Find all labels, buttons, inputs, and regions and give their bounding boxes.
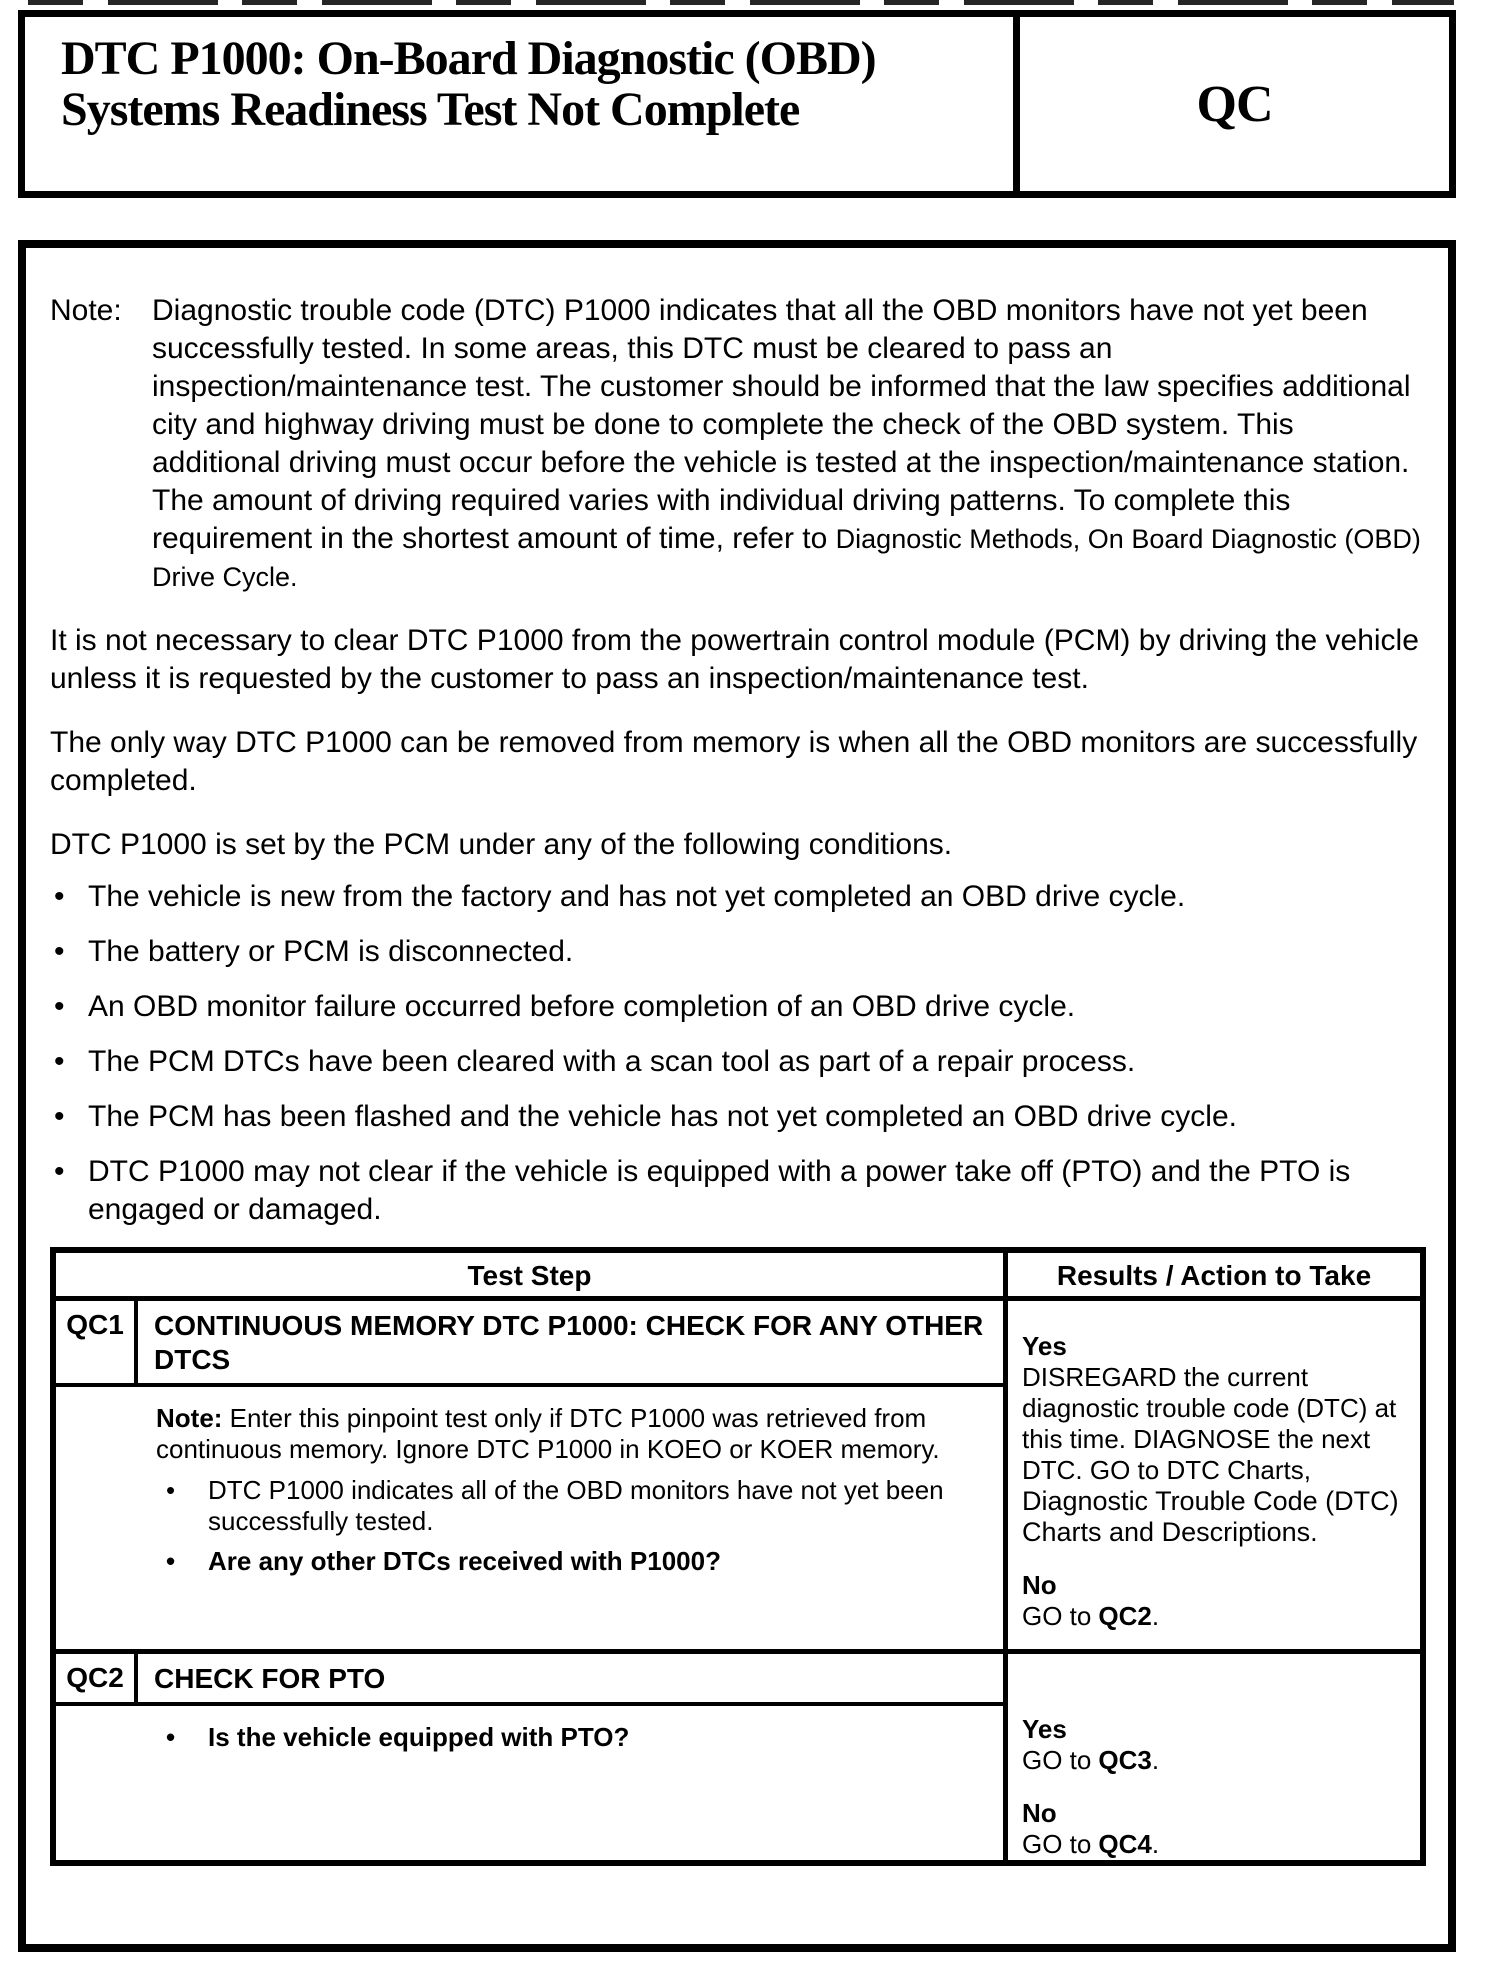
step-note	[156, 1403, 979, 1465]
step-bullet-list	[156, 1722, 979, 1753]
result-no	[1022, 1570, 1410, 1632]
list-item: • The battery or PCM is disconnected.	[50, 933, 1424, 971]
table-header-row	[56, 1253, 1420, 1301]
list-item: • The PCM DTCs have been cleared with a scan tool as part of a repair process.	[50, 1043, 1424, 1081]
scan-noise	[28, 0, 1454, 5]
step-question: • Is the vehicle equipped with PTO?	[156, 1722, 979, 1753]
test-step-cell	[56, 1301, 1008, 1649]
action-text: GO to	[1022, 1745, 1092, 1775]
note-block	[50, 292, 1424, 596]
action-target-step: QC2	[1098, 1601, 1152, 1631]
list-item: • The vehicle is new from the factory and has not yet completed an OBD drive cycle.	[50, 878, 1424, 916]
result-no	[1022, 1798, 1410, 1860]
action-text: GO to	[1022, 1829, 1092, 1859]
step-id: QC1	[56, 1301, 138, 1383]
result-action	[1022, 1745, 1410, 1776]
step-title-row	[56, 1654, 1003, 1706]
action-text: .	[1151, 1745, 1160, 1775]
results-cell	[1008, 1301, 1420, 1649]
results-cell	[1008, 1654, 1420, 1860]
step-id: QC2	[56, 1654, 138, 1702]
step-bullet: • DTC P1000 indicates all of the OBD monitors have not yet been successfully tested.	[156, 1475, 979, 1537]
step-title: CONTINUOUS MEMORY DTC P1000: CHECK FOR ANY OTHER DTCS	[154, 1310, 984, 1375]
step-description	[56, 1706, 1003, 1852]
step-question: • Are any other DTCs received with P1000?	[156, 1546, 979, 1577]
step-title-row	[56, 1301, 1003, 1387]
reference-text: Diagnostic Methods, On Board Diagnostic (OBD) Drive Cycle.	[152, 524, 1421, 592]
note-body: Diagnostic trouble code (DTC) P1000 indicates that all the OBD monitors have not yet been successfully tested. In some areas, this DTC must be cleared to pass an inspection/maintenance test. The customer should be informed that the law specifies additional city and highway driving must be done to complete the check of the OBD system. This additional driving must occur before the vehicle is tested at the inspection/maintenance station. The amount of driving required varies with individual driving patterns. To complete this requirement in the shortest amount of time, refer to	[152, 294, 1411, 555]
result-yes	[1022, 1331, 1410, 1548]
list-item: • The PCM has been flashed and the vehicle has not yet completed an OBD drive cycle.	[50, 1098, 1424, 1136]
table-row-qc2	[56, 1649, 1420, 1860]
pinpoint-test-table	[50, 1247, 1426, 1866]
list-item: • An OBD monitor failure occurred before completion of an OBD drive cycle.	[50, 988, 1424, 1026]
result-yes	[1022, 1714, 1410, 1776]
action-text: GO to	[1022, 1601, 1092, 1631]
action-reference: Diagnostic Trouble Code (DTC) Charts and Descriptions.	[1022, 1486, 1399, 1547]
result-action	[1022, 1601, 1410, 1632]
action-target-step: QC4	[1098, 1829, 1152, 1859]
step-bullet-list	[156, 1475, 979, 1577]
result-answer: Yes	[1022, 1331, 1067, 1361]
step-title: CHECK FOR PTO	[154, 1663, 386, 1694]
header-title-cell	[25, 17, 1020, 191]
note-text	[152, 292, 1424, 596]
page-title: DTC P1000: On-Board Diagnostic (OBD) Systems Readiness Test Not Complete	[61, 32, 876, 137]
pinpoint-test-code: QC	[1196, 75, 1273, 133]
list-item: • DTC P1000 may not clear if the vehicle is equipped with a power take off (PTO) and the PTO is engaged or damaged.	[50, 1153, 1424, 1229]
header	[18, 10, 1456, 198]
result-answer: No	[1022, 1570, 1057, 1600]
step-description	[56, 1387, 1003, 1649]
result-action	[1022, 1362, 1410, 1548]
paragraph-conditions: DTC P1000 is set by the PCM under any of the following conditions.	[50, 828, 953, 861]
test-step-cell	[56, 1654, 1008, 1860]
note-label: Note:	[50, 294, 122, 327]
table-row-qc1	[56, 1301, 1420, 1649]
header-code-cell	[1020, 17, 1449, 191]
conditions-list	[50, 878, 1424, 1229]
paragraph-remove-memory: The only way DTC P1000 can be removed from memory is when all the OBD monitors are successfully completed.	[50, 726, 1418, 797]
step-note-label: Note:	[156, 1403, 223, 1433]
action-text: .	[1151, 1601, 1160, 1631]
action-text: .	[1151, 1829, 1160, 1859]
action-target-step: QC3	[1098, 1745, 1152, 1775]
column-header-test-step: Test Step	[56, 1253, 1008, 1296]
content-box	[18, 240, 1456, 1952]
step-note-text: Enter this pinpoint test only if DTC P1000 was retrieved from continuous memory. Ignore DTC P1000 in KOEO or KOER memory.	[156, 1403, 940, 1464]
result-action	[1022, 1829, 1410, 1860]
paragraph-clear-dtc: It is not necessary to clear DTC P1000 from the powertrain control module (PCM) by driving the vehicle unless it is requested by the customer to pass an inspection/maintenance test.	[50, 624, 1419, 695]
action-text: DISREGARD the current diagnostic trouble code (DTC) at this time. DIAGNOSE the next DTC. GO to DTC Charts,	[1022, 1362, 1397, 1485]
result-answer: Yes	[1022, 1714, 1067, 1744]
column-header-results: Results / Action to Take	[1056, 1260, 1372, 1291]
result-answer: No	[1022, 1798, 1057, 1828]
